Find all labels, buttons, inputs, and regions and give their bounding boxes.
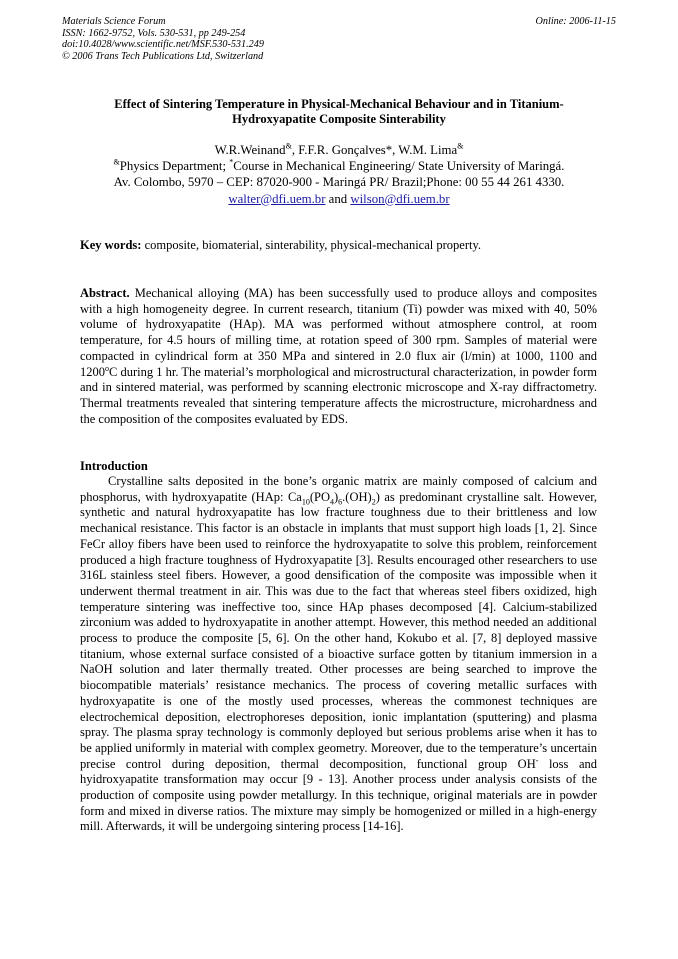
subscript: 6 — [338, 497, 343, 507]
section-heading: Introduction — [80, 459, 148, 473]
introduction-paragraph — [80, 474, 597, 835]
author-mark: & — [285, 141, 292, 151]
keywords — [80, 238, 597, 254]
keywords-label: Key words: — [80, 238, 142, 252]
paper-title: Effect of Sintering Temperature in Physical-Mechanical Behaviour and in Titanium-Hydroxyapatite Composite Sinterability — [114, 97, 564, 126]
doi-line: doi:10.4028/www.scientific.net/MSF.530-531.249 — [62, 39, 264, 51]
affiliation-mark: & — [113, 157, 120, 167]
intro-text: (PO — [309, 489, 330, 504]
affiliation-text: Physics Department; — [119, 159, 230, 174]
copyright-line: © 2006 Trans Tech Publications Ltd, Switzerland — [62, 50, 264, 62]
subscript: 4 — [330, 497, 334, 507]
issn-line: ISSN: 1662-9752, Vols. 530-531, pp 249-254 — [62, 27, 246, 39]
degree-sup: o — [105, 363, 109, 373]
subscript: 10 — [301, 497, 310, 507]
email-separator: and — [325, 191, 351, 206]
abstract-paragraph — [80, 286, 597, 427]
affiliation-mark: * — [229, 157, 234, 167]
intro-text: loss and hyidroxyapatite transformation may occur [9 - 13]. Another process under analysis consists of the production of composite using powder metallurgy. In this technique, original materials are in powder form and mixed in diverse ratios. The mixture may simply be homogenized or milled in a high-energy mill. Afterwards, it will be undergoing sintering process [14-16]. — [80, 756, 597, 834]
affiliation-text: Course in Mechanical Engineering/ State University of Maringá. — [233, 159, 565, 174]
author-name: W.R.Weinand — [214, 143, 286, 157]
affiliation-line — [62, 158, 616, 174]
abstract — [80, 286, 597, 427]
journal-header — [62, 16, 264, 62]
intro-text: ) — [334, 489, 339, 504]
intro-text: .(OH) — [342, 489, 372, 504]
abstract-label: Abstract. — [80, 286, 130, 300]
journal-name: Materials Science Forum — [62, 16, 166, 27]
email-link[interactable]: wilson@dfi.uem.br — [350, 191, 450, 206]
email-line — [62, 191, 616, 207]
address-line: Av. Colombo, 5970 – CEP: 87020-900 - Maringá PR/ Brazil;Phone: 00 55 44 261 4330. — [113, 175, 565, 190]
introduction-body — [80, 474, 597, 835]
intro-text: ) as predominant crystalline salt. However, synthetic and natural hydroxyapatite has low fracture toughness due to their brittleness and low mechanical resistance. This factor is an obstacle in implants that must support high loads [1, 2]. Since FeCr alloy fibers have been used to reinforce the hydroxyapatite to solve this problem, reinforcement produced a high fracture toughness of Hydroxyapatite [3]. Results encouraged other researchers to use 316L stainless steel fibers. However, a good densification of the composite was impossible when it underwent thermal treatment in air. This was due to the fact that whereas steel fibers oxidized, high temperature sintering was ineffective too, since HAp phases decomposed [4]. Calcium-stabilized zirconium was added to hydroxyapatite in another attempt. However, this method needed an additional process to produce the composite [5, 6]. On the other hand, Kokubo et al. [7, 8] deployed massive titanium, whose external surface consisted of a bioactive surface gotten by titanium immersion in a NaOH solution and later thermally treated. Other processes are being searched to improve the biocompatible materials’ resistance mechanics. The process of covering metallic surfaces with hydroxyapatite is one of the mostly used processes, whereas the commonest techniques are electrochemical deposition, electrophoreses deposition, ionic implantation (sputtering) and plasma spray. The plasma spray technology is commonly deployed but serious problems arise when it has to be applied uniformly in material with complex geometry. Moreover, due to the temperature’s uncertain precise control during deposition, thermal decomposition, functional group OH — [80, 489, 597, 771]
author-names: , F.F.R. Gonçalves*, W.M. Lima — [291, 143, 458, 157]
author-mark: & — [457, 141, 464, 151]
keywords-text: composite, biomaterial, sinterability, physical-mechanical property. — [141, 238, 482, 252]
abstract-text: C during 1 hr. The material’s morphological and microstructural characterization, in powder form and in sintered material, was performed by scanning electronic microscope and X-ray diffractometry. Thermal treatments revealed that sintering temperature affects the microstructure, microhardness and the composition of the composites evaluated by EDS. — [80, 364, 597, 426]
abstract-text: Mechanical alloying (MA) has been successfully used to produce alloys and composites with a high homogeneity degree. In current research, titanium (Ti) powder was mixed with 40, 50% volume of hydroxyapatite (HAp). MA was performed without atmosphere control, at room temperature, for 4.5 hours of milling time, at rotation speed of 300 rpm. Samples of material were compacted in cylindrical form at 350 MPa and sintered in 2.0 flux air (l/min) at 1000, 1100 and 1200 — [80, 286, 597, 379]
author-line — [62, 142, 616, 158]
email-link[interactable]: walter@dfi.uem.br — [228, 191, 326, 206]
online-date — [536, 16, 616, 28]
superscript: - — [535, 755, 539, 765]
online-date-text: Online: 2006-11-15 — [535, 16, 616, 27]
intro-text: Crystalline salts deposited in the bone’s organic matrix are mainly composed of calcium and phosphorus, with hydroxyapatite (HAp: Ca — [80, 474, 597, 504]
subscript: 2 — [371, 497, 376, 507]
author-block — [62, 142, 616, 207]
